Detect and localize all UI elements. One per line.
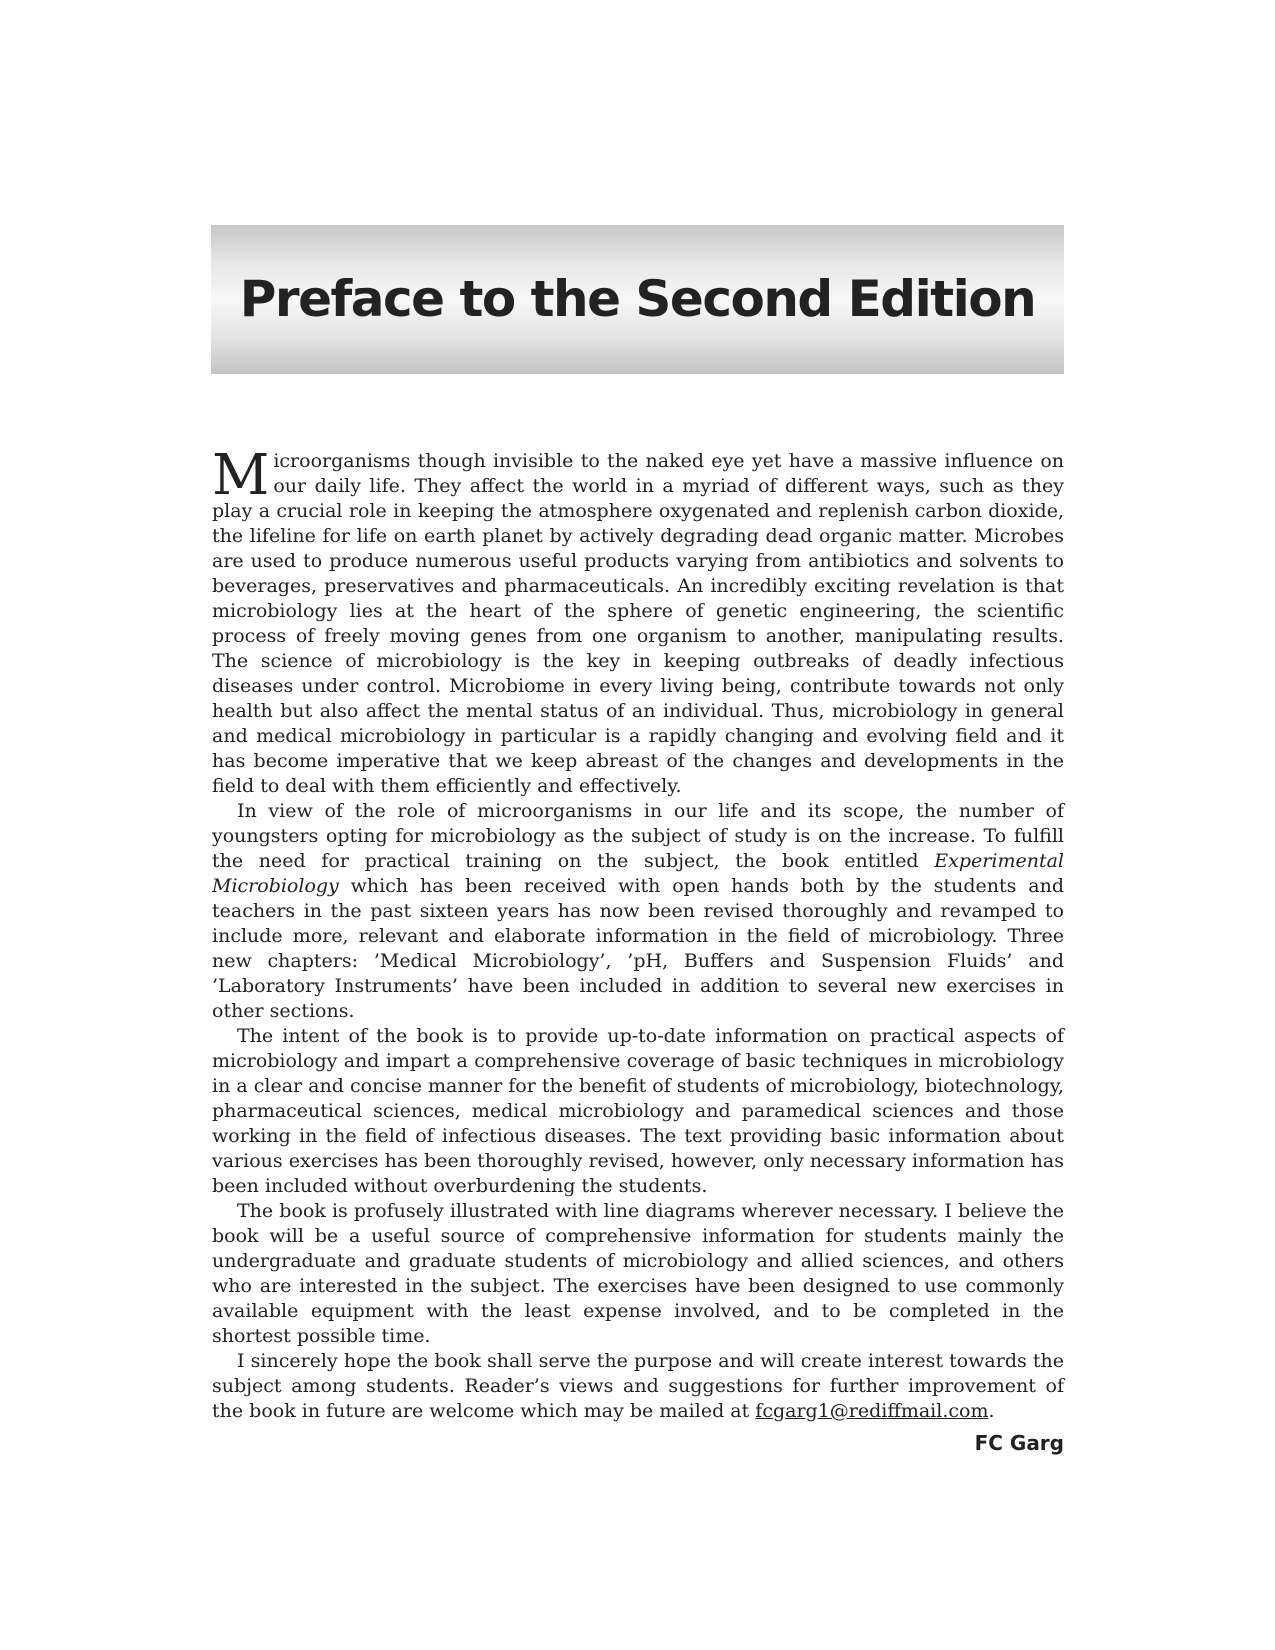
preface-body bbox=[212, 443, 1064, 1424]
paragraph-5-end: . bbox=[988, 1400, 995, 1422]
book-title: Experimental Microbiology bbox=[212, 850, 1064, 897]
paragraph-4: The book is profusely illustrated with line diagrams wherever necessary. I believe the book will be a useful source of comprehensive information for students mainly the undergraduate and graduate students of microbiology and allied sciences, and others who are interested in the subject. The exercises have been designed to use commonly available equipment with the least expense involved, and to be completed in the shortest possible time. bbox=[212, 1200, 1064, 1347]
paragraph-2-text-start: In view of the role of microorganisms in our life and its scope, the number of youngsters opting for microbiology as the subject of study is on the increase. To fulfill the need for practical training on the subject, the book entitled bbox=[212, 800, 1064, 872]
paragraph-2 bbox=[212, 799, 1064, 1024]
paragraph-5 bbox=[212, 1349, 1064, 1424]
drop-cap: M bbox=[212, 443, 270, 508]
author-signature: FC Garg bbox=[974, 1431, 1064, 1455]
page-title: Preface to the Second Edition bbox=[239, 270, 1036, 328]
title-banner bbox=[211, 225, 1064, 374]
paragraph-5-text: I sincerely hope the book shall serve the purpose and will create interest towards the subject among students. Reader’s views and suggestions for further improvement of the book in future are welcome which may be mailed at bbox=[212, 1350, 1064, 1422]
paragraph-1 bbox=[212, 443, 1064, 799]
email-link[interactable]: fcgarg1@rediffmail.com bbox=[755, 1400, 989, 1422]
paragraph-3: The intent of the book is to provide up-to-date information on practical aspects of microbiology and impart a comprehensive coverage of basic techniques in microbiology in a clear and concise manner for the benefit of students of microbiology, biotechnology, pharmaceutical sciences, medical microbiology and paramedical sciences and those working in the field of infectious diseases. The text providing basic information about various exercises has been thoroughly revised, however, only necessary information has been included without overburdening the students. bbox=[212, 1025, 1064, 1197]
paragraph-2-text-end: which has been received with open hands both by the students and teachers in the past sixteen years has now been revised thoroughly and revamped to include more, relevant and elaborate information in the field of microbiology. Three new chapters: ’Medical Microbiology’, ’pH, Buffers and Suspension Fluids’ and ’Laboratory Instruments’ have been included in addition to several new exercises in other sections. bbox=[212, 875, 1064, 1022]
paragraph-1-text: icroorganisms though invisible to the naked eye yet have a massive influence on our daily life. They affect the world in a myriad of different ways, such as they play a crucial role in keeping the atmosphere oxygenated and replenish carbon dioxide, the lifeline for life on earth planet by actively degrading dead organic matter. Microbes are used to produce numerous useful products varying from antibiotics and solvents to beverages, preservatives and pharmaceuticals. An incredibly exciting revelation is that microbiology lies at the heart of the sphere of genetic engineering, the scientific process of freely moving genes from one organism to another, manipulating results. The science of microbiology is the key in keeping outbreaks of deadly infectious diseases under control. Microbiome in every living being, contribute towards not only health but also affect the mental status of an individual. Thus, microbiology in general and medical microbiology in particular is a rapidly changing and evolving field and it has become imperative that we keep abreast of the changes and developments in the field to deal with them efficiently and effectively. bbox=[212, 450, 1064, 797]
